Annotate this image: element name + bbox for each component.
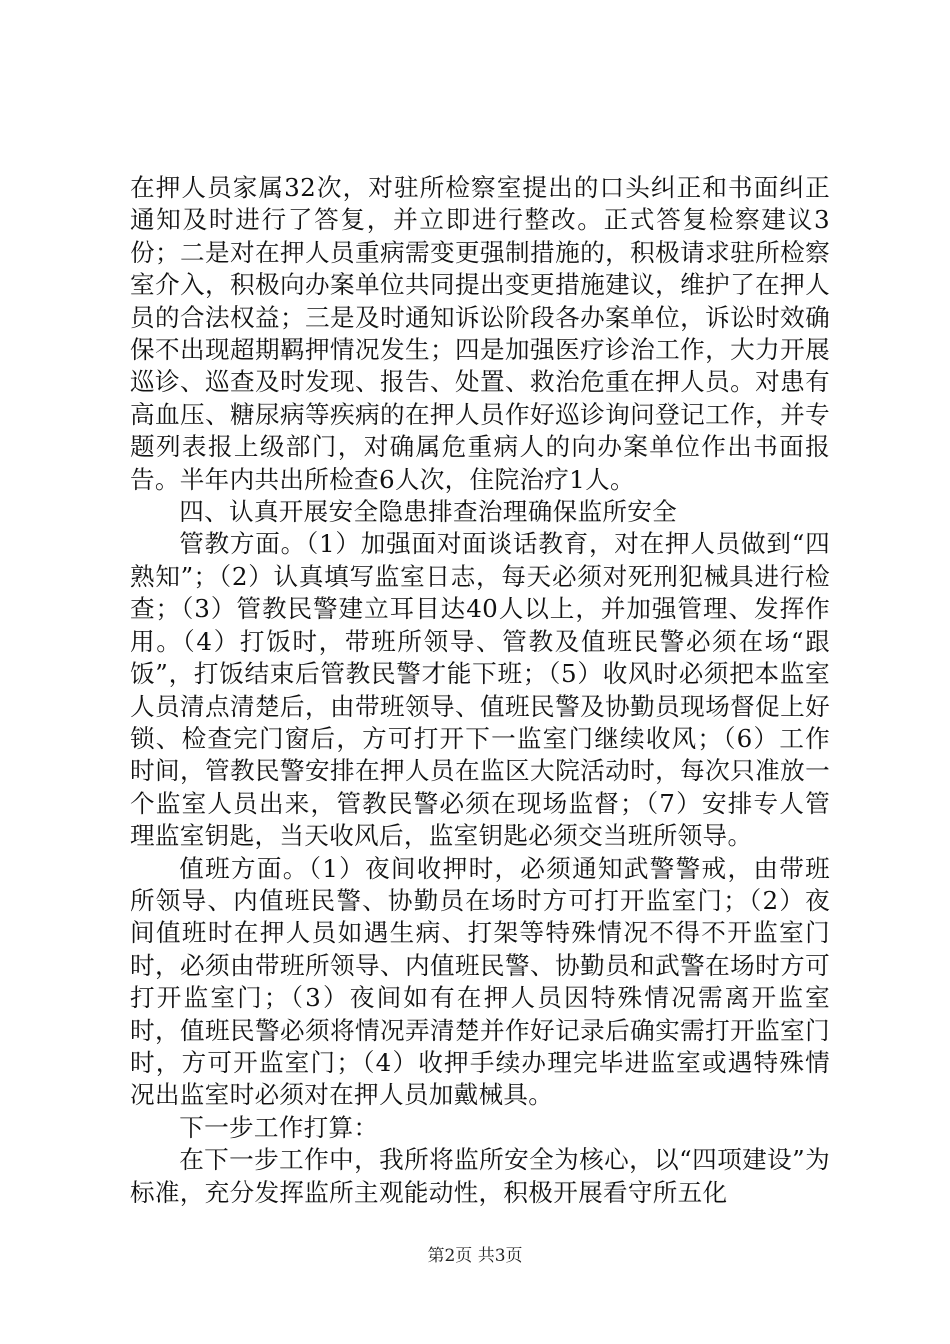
- page-footer: [0, 1241, 950, 1266]
- page-number: 第2页 共3页: [427, 1246, 523, 1266]
- next-steps-heading: 下一步工作打算：: [179, 1112, 379, 1142]
- paragraph-duty: 值班方面。（1）夜间收押时，必须通知武警警戒，由带班所领导、内值班民警、协勤员在场时方可打开监室门；（2）夜间值班时在押人员如遇生病、打架等特殊情况不得不开监室门时，必须由带班所领导、内值班民警、协勤员和武警在场时方可打开监室门；（3）夜间如有在押人员因特殊情况需离开监室时，值班民警必须将情况弄清楚并作好记录后确实需打开监室门时，方可开监室门；（4）收押手续办理完毕进监室或遇特殊情况出监室时必须对在押人员加戴械具。: [130, 853, 830, 1110]
- paragraph-continuation: 在押人员家属32次，对驻所检察室提出的口头纠正和书面纠正通知及时进行了答复，并立即进行整改。正式答复检察建议3份；二是对在押人员重病需变更强制措施的，积极请求驻所检察室介入，积极向办案单位共同提出变更措施建议，维护了在押人员的合法权益；三是及时通知诉讼阶段各办案单位，诉讼时效确保不出现超期羁押情况发生；四是加强医疗诊治工作，大力开展巡诊、巡查及时发现、报告、处置、救治危重在押人员。对患有高血压、糖尿病等疾病的在押人员作好巡诊询问登记工作，并专题列表报上级部门，对确属危重病人的向办案单位作出书面报告。半年内共出所检查6人次，住院治疗1人。: [130, 173, 830, 494]
- paragraph-next-steps: 在下一步工作中，我所将监所安全为核心，以“四项建设”为标准，充分发挥监所主观能动性，积极开展看守所五化: [130, 1145, 830, 1207]
- document-body: [130, 172, 830, 1209]
- section-heading: 四、认真开展安全隐患排查治理确保监所安全: [179, 497, 678, 527]
- paragraph-discipline: 管教方面。（1）加强面对面谈话教育，对在押人员做到“四熟知”；（2）认真填写监室日志，每天必须对死刑犯械具进行检查；（3）管教民警建立耳目达40人以上，并加强管理、发挥作用。（4）打饭时，带班所领导、管教及值班民警必须在场“跟饭”，打饭结束后管教民警才能下班；（5）收风时必须把本监室人员清点清楚后，由带班领导、值班民警及协勤员现场督促上好锁、检查完门窗后，方可打开下一监室门继续收风；（6）工作时间，管教民警安排在押人员在监区大院活动时，每次只准放一个监室人员出来，管教民警必须在现场监督；（7）安排专人管理监室钥匙，当天收风后，监室钥匙必须交当班所领导。: [130, 529, 830, 851]
